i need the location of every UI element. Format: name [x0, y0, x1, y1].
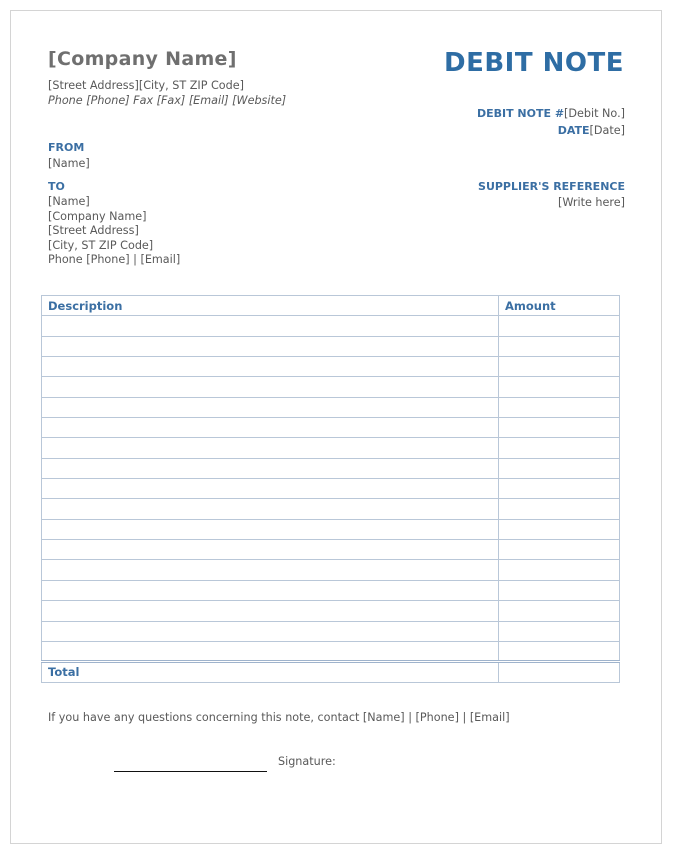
to-company[interactable]: [Company Name] [48, 210, 147, 223]
signature-label: Signature: [278, 755, 336, 768]
date-label: DATE [557, 124, 590, 137]
table-row [42, 560, 620, 580]
signature-line[interactable] [114, 771, 267, 772]
description-cell[interactable] [42, 560, 499, 580]
description-cell[interactable] [42, 580, 499, 600]
to-contact[interactable]: Phone [Phone] | [Email] [48, 253, 181, 266]
table-row [42, 316, 620, 336]
amount-cell[interactable] [499, 601, 620, 621]
description-cell[interactable] [42, 357, 499, 377]
debit-number [477, 107, 625, 122]
description-cell[interactable] [42, 621, 499, 641]
table-row [42, 438, 620, 458]
from-label: FROM [48, 141, 85, 154]
amount-cell[interactable] [499, 580, 620, 600]
amount-cell[interactable] [499, 560, 620, 580]
description-cell[interactable] [42, 438, 499, 458]
description-header: Description [42, 296, 499, 316]
company-address: [Street Address][City, ST ZIP Code] [48, 79, 244, 92]
amount-cell[interactable] [499, 641, 620, 661]
table-row [42, 377, 620, 397]
description-cell[interactable] [42, 397, 499, 417]
table-row [42, 580, 620, 600]
description-cell[interactable] [42, 418, 499, 438]
amount-cell[interactable] [499, 499, 620, 519]
amount-cell[interactable] [499, 397, 620, 417]
to-street[interactable]: [Street Address] [48, 224, 139, 237]
supplier-reference-value[interactable]: [Write here] [557, 196, 625, 209]
items-table [41, 295, 620, 683]
description-cell[interactable] [42, 641, 499, 661]
amount-cell[interactable] [499, 540, 620, 560]
table-row [42, 540, 620, 560]
description-cell[interactable] [42, 479, 499, 499]
amount-cell[interactable] [499, 621, 620, 641]
description-cell[interactable] [42, 458, 499, 478]
table-row [42, 418, 620, 438]
description-cell[interactable] [42, 316, 499, 336]
total-value[interactable] [499, 662, 620, 682]
total-label: Total [42, 662, 499, 682]
company-contact: Phone [Phone] Fax [Fax] [Email] [Website] [48, 94, 287, 107]
description-cell[interactable] [42, 601, 499, 621]
description-cell[interactable] [42, 499, 499, 519]
amount-cell[interactable] [499, 418, 620, 438]
amount-cell[interactable] [499, 479, 620, 499]
table-row [42, 499, 620, 519]
amount-cell[interactable] [499, 377, 620, 397]
description-cell[interactable] [42, 336, 499, 356]
description-cell[interactable] [42, 377, 499, 397]
table-row [42, 397, 620, 417]
to-name[interactable]: [Name] [48, 195, 90, 208]
to-city[interactable]: [City, ST ZIP Code] [48, 239, 154, 252]
table-row [42, 336, 620, 356]
date-value[interactable]: [Date] [589, 124, 625, 137]
table-row [42, 458, 620, 478]
date [558, 124, 625, 139]
description-cell[interactable] [42, 519, 499, 539]
table-header-row [42, 296, 620, 316]
supplier-reference-label: SUPPLIER'S REFERENCE [478, 180, 625, 193]
questions-note: If you have any questions concerning this note, contact [Name] | [Phone] | [Email] [48, 711, 510, 724]
amount-cell[interactable] [499, 438, 620, 458]
amount-header: Amount [499, 296, 620, 316]
total-row [42, 662, 620, 682]
table-row [42, 601, 620, 621]
amount-cell[interactable] [499, 519, 620, 539]
table-row [42, 519, 620, 539]
debit-number-value[interactable]: [Debit No.] [564, 107, 625, 120]
description-cell[interactable] [42, 540, 499, 560]
company-name: [Company Name] [48, 48, 237, 70]
table-row [42, 357, 620, 377]
document-title: DEBIT NOTE [444, 48, 624, 78]
from-name[interactable]: [Name] [48, 157, 90, 170]
amount-cell[interactable] [499, 458, 620, 478]
table-row [42, 621, 620, 641]
table-row [42, 479, 620, 499]
amount-cell[interactable] [499, 357, 620, 377]
amount-cell[interactable] [499, 336, 620, 356]
amount-cell[interactable] [499, 316, 620, 336]
debit-number-label: DEBIT NOTE # [476, 107, 565, 120]
table-row [42, 641, 620, 661]
to-label: TO [48, 180, 65, 193]
